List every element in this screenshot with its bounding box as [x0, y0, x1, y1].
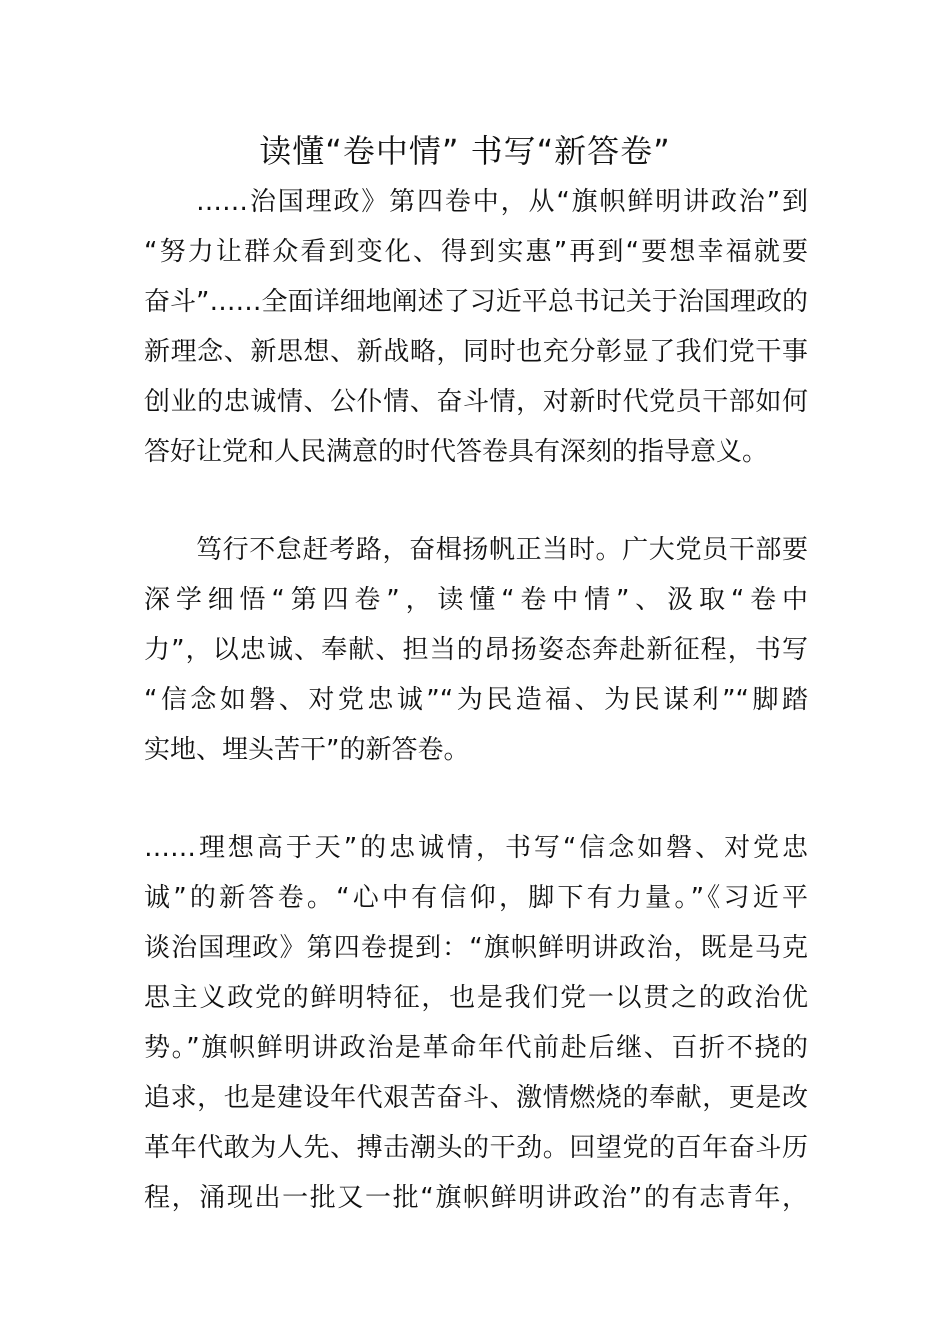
- paragraph-line: 追求，也是建设年代艰苦奋斗、激情燃烧的奉献，更是改: [144, 1083, 808, 1113]
- paragraph-line: ……治国理政》第四卷中，从“旗帜鲜明讲政治”到: [196, 187, 808, 217]
- paragraph-line: 创业的忠诚情、公仆情、奋斗情，对新时代党员干部如何: [144, 387, 808, 417]
- paragraph-line: 思主义政党的鲜明特征，也是我们党一以贯之的政治优: [144, 983, 808, 1013]
- paragraph-line: 实地、埋头苦干”的新答卷。: [144, 735, 470, 765]
- paragraph-line: 深学细悟“第四卷”，读懂“卷中情”、汲取“卷中: [144, 585, 808, 615]
- paragraph-line: “努力让群众看到变化、得到实惠”再到“要想幸福就要: [144, 237, 808, 267]
- paragraph-line: ……理想高于天”的忠诚情，书写“信念如磐、对党忠: [144, 833, 808, 863]
- paragraph-1: [144, 177, 808, 477]
- paragraph-line: 笃行不怠赶考路，奋楫扬帆正当时。广大党员干部要: [196, 535, 808, 565]
- paragraph-line: 程，涌现出一批又一批“旗帜鲜明讲政治”的有志青年，: [144, 1183, 808, 1213]
- paragraph-line: 奋斗”……全面详细地阐述了习近平总书记关于治国理政的: [144, 287, 808, 317]
- paragraph-3: [144, 823, 808, 1223]
- document-title: 读懂“卷中情” 书写“新答卷”: [259, 132, 671, 170]
- paragraph-line: 革年代敢为人先、搏击潮头的干劲。回望党的百年奋斗历: [144, 1133, 808, 1163]
- paragraph-line: 新理念、新思想、新战略，同时也充分彰显了我们党干事: [144, 337, 808, 367]
- paragraph-2: [144, 525, 808, 775]
- paragraph-line: 力”，以忠诚、奉献、担当的昂扬姿态奔赴新征程，书写: [144, 635, 808, 665]
- paragraph-line: 势。”旗帜鲜明讲政治是革命年代前赴后继、百折不挠的: [144, 1033, 808, 1063]
- paragraph-line: “信念如磐、对党忠诚”“为民造福、为民谋利”“脚踏: [144, 685, 808, 715]
- paragraph-line: 答好让党和人民满意的时代答卷具有深刻的指导意义。: [144, 437, 769, 467]
- paragraph-line: 谈治国理政》第四卷提到：“旗帜鲜明讲政治，既是马克: [144, 933, 808, 963]
- paragraph-line: 诚”的新答卷。“心中有信仰，脚下有力量。”《习近平: [144, 883, 808, 913]
